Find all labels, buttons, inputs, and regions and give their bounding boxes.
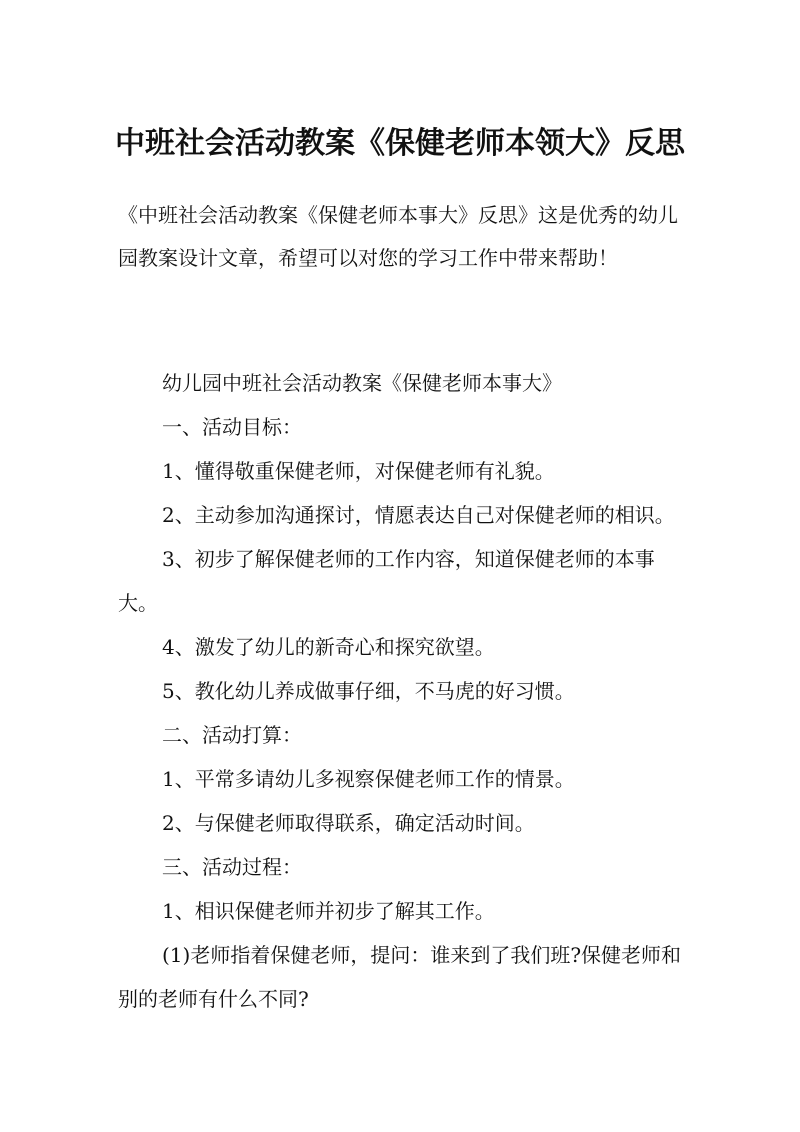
- preparation-item-1: 1、平常多请幼儿多视察保健老师工作的情景。: [162, 767, 575, 791]
- document-body: [118, 361, 684, 1021]
- goal-item-1: 1、懂得敬重保健老师，对保健老师有礼貌。: [162, 459, 555, 483]
- goal-item-2: 2、主动参加沟通探讨，情愿表达自己对保健老师的相识。: [162, 503, 675, 527]
- preparation-item-2: 2、与保健老师取得联系，确定活动时间。: [162, 811, 535, 835]
- section-heading-preparation: 二、活动打算：: [162, 723, 302, 747]
- goal-item-4: 4、激发了幼儿的新奇心和探究欲望。: [162, 635, 495, 659]
- document-title: 中班社会活动教案《保健老师本领大》反思: [115, 126, 685, 161]
- body-paragraph-subtitle: 幼儿园中班社会活动教案《保健老师本事大》: [162, 371, 562, 395]
- section-heading-process: 三、活动过程：: [162, 855, 302, 879]
- goal-item-3: 3、初步了解保健老师的工作内容，知道保健老师的本事大。: [118, 547, 655, 615]
- section-heading-goals: 一、活动目标：: [162, 415, 302, 439]
- process-item-1: 1、相识保健老师并初步了解其工作。: [162, 899, 495, 923]
- process-subitem-1: (1)老师指着保健老师，提问：谁来到了我们班?保健老师和别的老师有什么不同?: [118, 943, 682, 1011]
- goal-item-5: 5、教化幼儿养成做事仔细，不马虎的好习惯。: [162, 679, 575, 703]
- intro-paragraph: 《中班社会活动教案《保健老师本事大》反思》这是优秀的幼儿园教案设计文章，希望可以对您的学习工作中带来帮助！: [118, 203, 678, 270]
